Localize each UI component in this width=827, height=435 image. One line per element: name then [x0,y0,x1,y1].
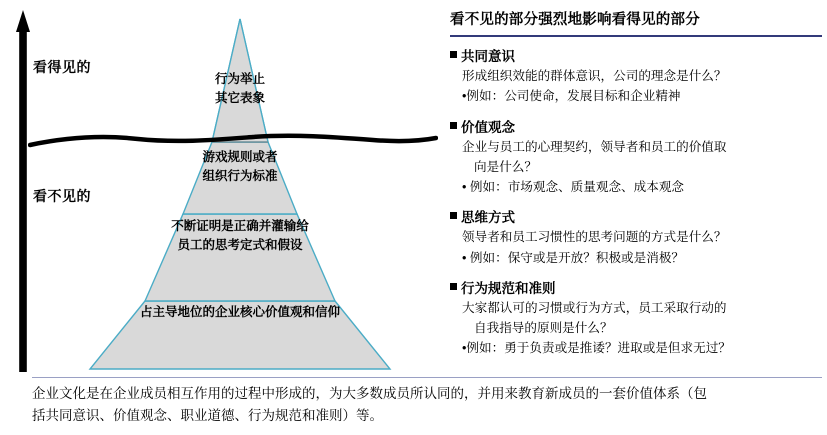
section-common-awareness [450,45,822,106]
footer-note [32,383,822,426]
footer-line-2: 括共同意识、价值观念、职业道德、行为规范和准则）等。 [32,407,383,423]
tier-3-line-1: 不断证明是正确并灌输给 [171,219,309,233]
tier-1-line-1: 行为举止 [214,72,265,86]
explanation-panel [450,8,822,368]
bullet-square-icon [450,122,457,129]
footer-line-1: 企业文化是在企业成员相互作用的过程中形成的，为大多数成员所认同的，并用来教育新成员的一套价值体系（包 [32,386,707,401]
section-values [450,116,822,197]
section-4-body-line-2: 自我指导的原则是什么？ [474,321,613,335]
section-1-example: •例如：公司使命，发展目标和企业精神 [462,89,681,104]
section-3-heading-row [450,206,822,226]
tier-3-label [100,217,380,256]
tier-1-line-2: 其它表象 [214,91,265,106]
tier-4-line-1: 占主导地位的企业核心价值观和信仰 [139,305,340,319]
panel-title: 看不见的部分强烈地影响看得见的部分 [450,12,700,28]
section-4-heading: 行为规范和准则 [461,280,556,296]
tier-4-label [75,303,405,322]
section-4-example: •例如：勇于负责或是推诿？进取或是但求无过？ [462,341,731,356]
pyramid-diagram [0,0,440,380]
section-3-body: 领导者和员工习惯性的思考问题的方式是什么？ [462,230,727,245]
section-2-example: • 例如：市场观念、质量观念、成本观念 [462,180,685,194]
footer-divider [32,377,822,378]
bullet-square-icon [450,283,457,290]
section-2-body: 企业与员工的心理契约，领导者和员工的价值取 [462,139,727,154]
tier-3-line-2: 员工的思考定式和假设 [177,238,303,253]
axis-label-invisible: 看不见的 [33,188,91,204]
section-1-heading-row [450,45,822,65]
axis-label-visible: 看得见的 [33,59,91,75]
tier-1-label [150,70,330,109]
section-4-body: 大家都认可的习惯或行为方式，员工采取行动的 [462,300,727,315]
panel-title-rule [450,35,822,37]
tier-2-line-1: 游戏规则或者 [202,150,278,164]
section-thinking-style [450,206,822,267]
section-3-heading: 思维方式 [461,210,515,226]
section-behavior-norms [450,277,822,358]
section-2-heading-row [450,116,822,136]
tier-2-label [130,148,350,187]
section-2-heading: 价值观念 [461,119,515,135]
section-2-body-line-2: 向是什么？ [474,159,537,174]
bullet-square-icon [450,212,457,219]
vertical-axis-arrow [16,10,30,372]
section-1-body: 形成组织效能的群体意识，公司的理念是什么？ [462,69,727,83]
section-1-heading: 共同意识 [461,49,515,64]
section-3-example: • 例如：保守或是开放？积极或是消极？ [462,250,685,265]
section-4-heading-row [450,277,822,297]
bullet-square-icon [450,51,457,58]
tier-2-line-2: 组织行为标准 [202,169,278,184]
